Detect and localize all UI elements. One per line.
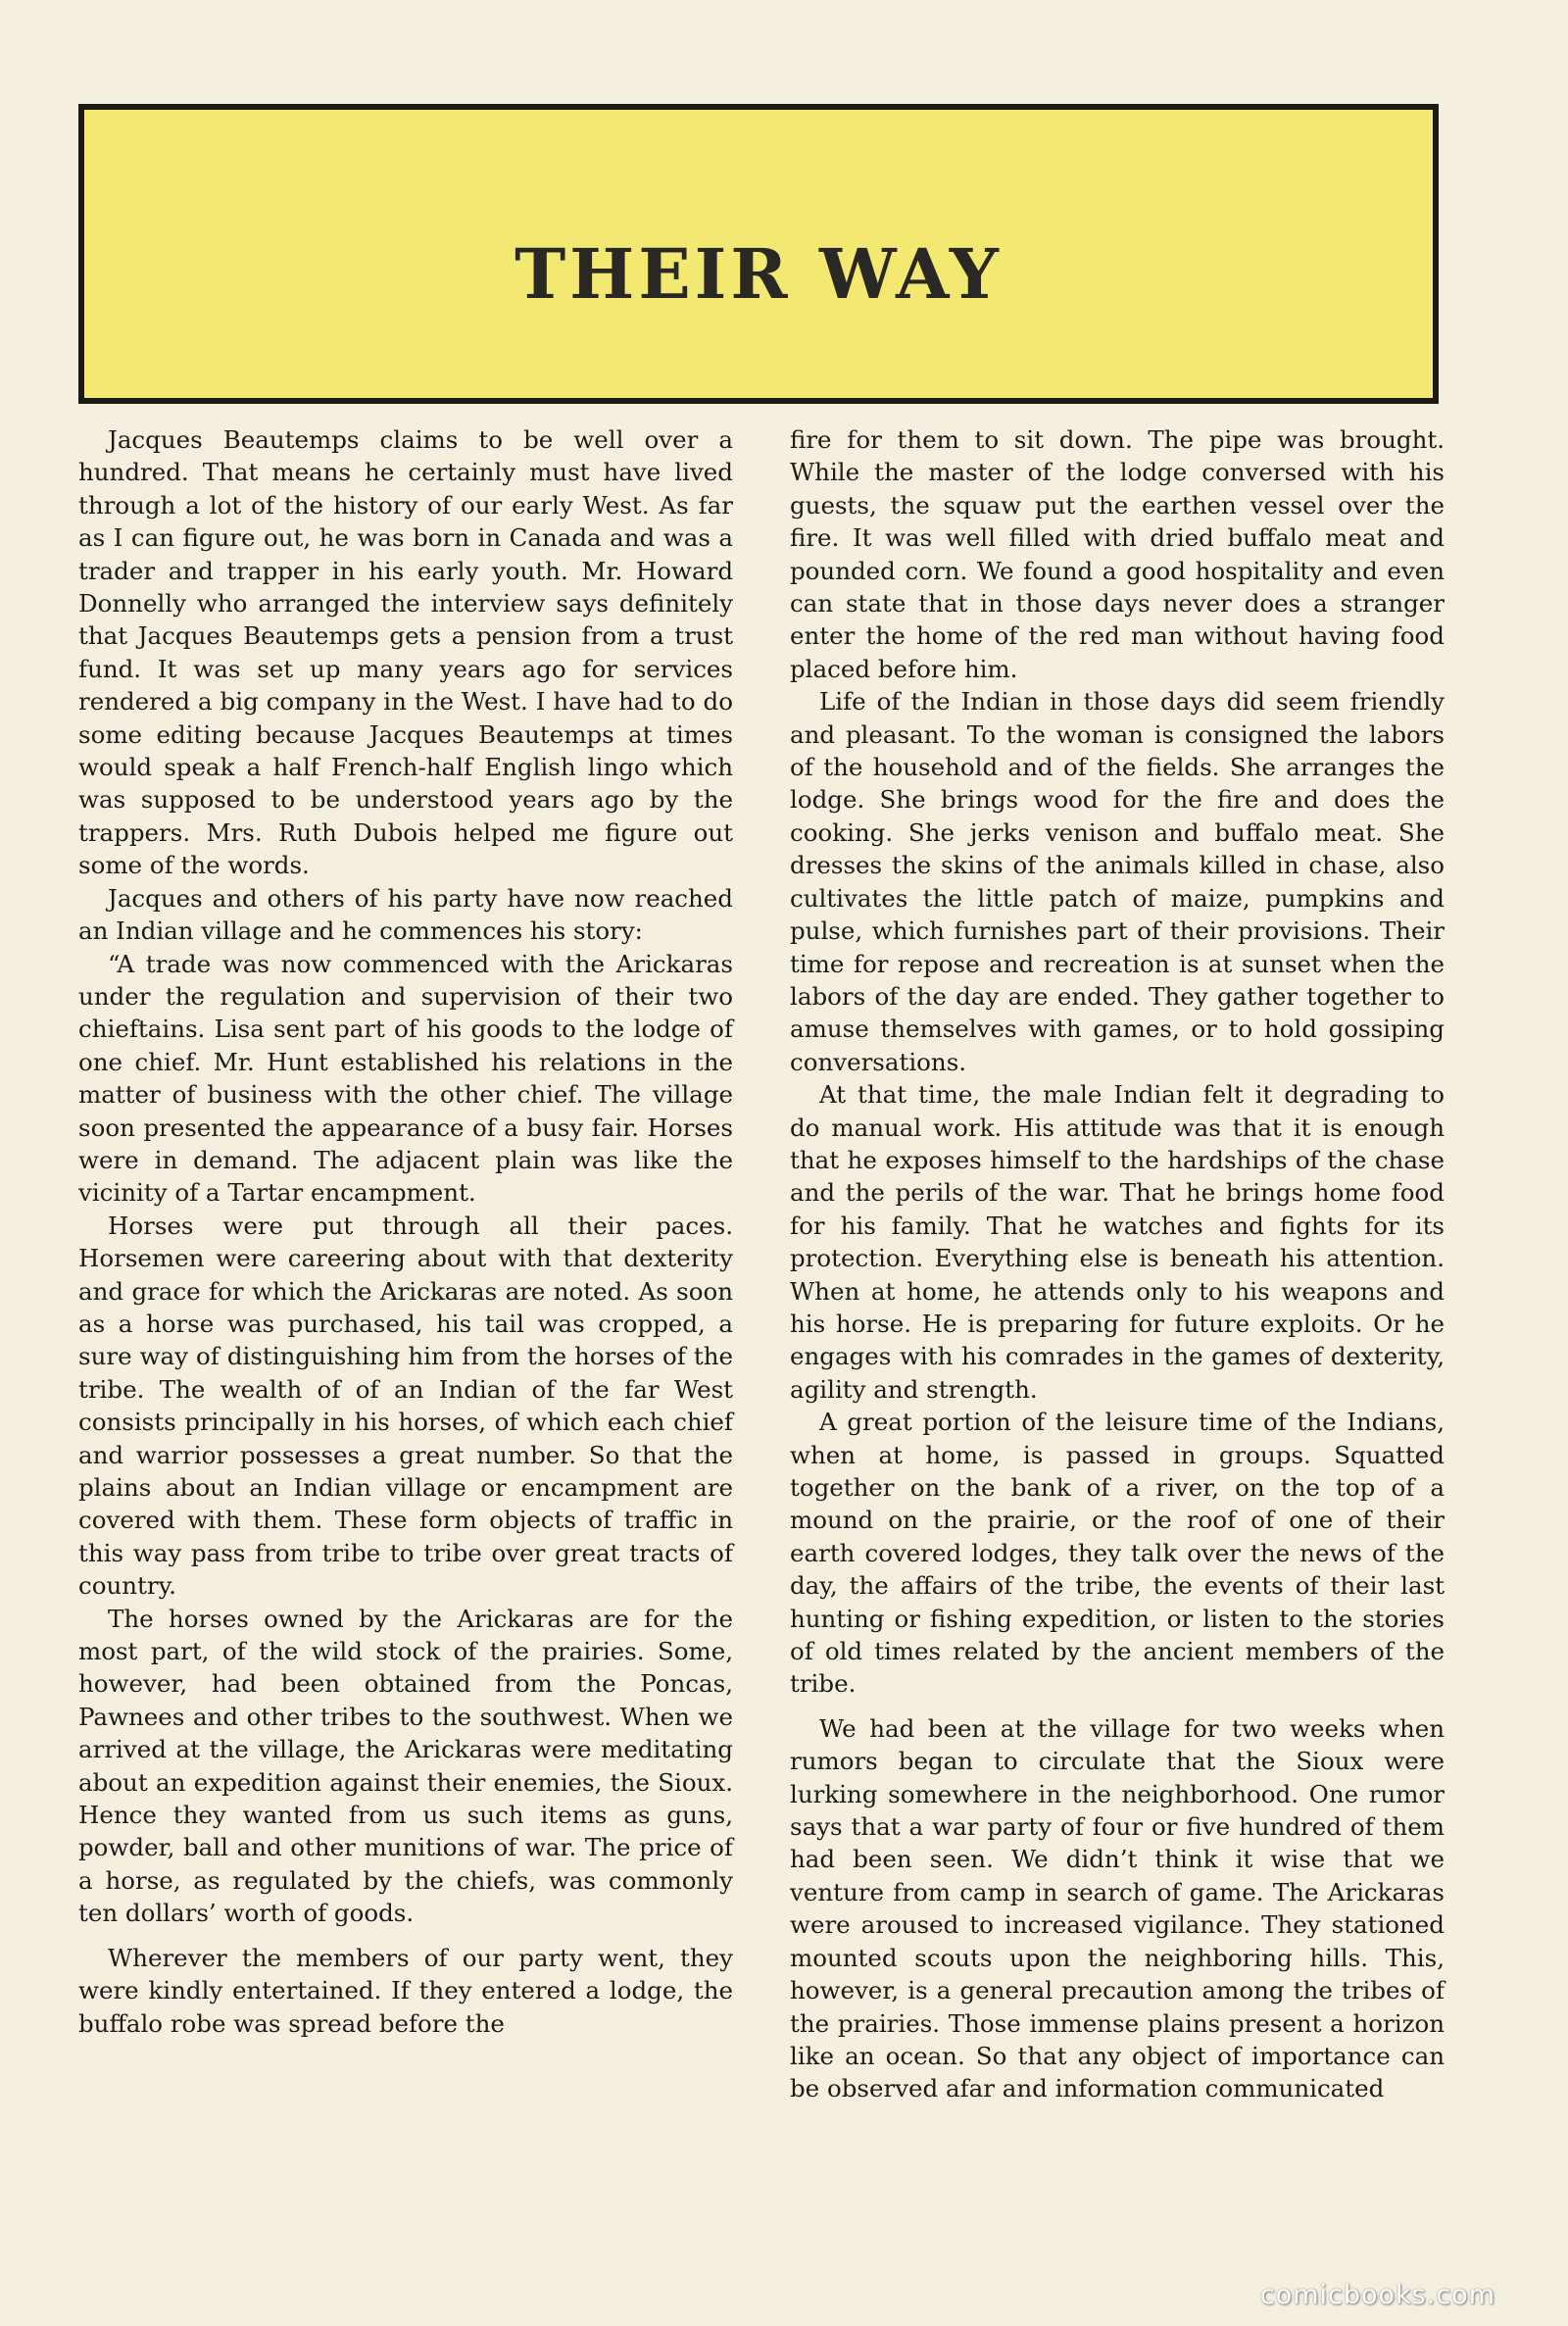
paragraph: The horses owned by the Arickaras are for the most part, of the wild stock of the prairies. Some, however, had been obtained from the Poncas, Pawnees and other tribes to the southwest. When we arrived at the village, the Arickaras were meditating about an expedition against their enemies, the Sioux. Hence they wanted from us such items as guns, powder, ball and other munitions of war. The price of a horse, as regulated by the chiefs, was commonly ten dollars’ worth of goods. <box>78 1604 733 1928</box>
paragraph: At that time, the male Indian felt it degrading to do manual work. His attitude was that it is enough that he exposes himself to the hardships of the chase and the perils of the war. That he brings home food for his family. That he watches and fights for its protection. Everything else is beneath his attention. When at home, he attends only to his weapons and his horse. He is preparing for future exploits. Or he engages with his comrades in the games of dexterity, agility and strength. <box>790 1080 1445 1404</box>
paragraph: “A trade was now commenced with the Arickaras under the regulation and supervision of their two chieftains. Lisa sent part of his goods to the lodge of one chief. Mr. Hunt established his relations in the matter of business with the other chief. The village soon presented the appearance of a busy fair. Horses were in demand. The adjacent plain was like the vicinity of a Tartar encampment. <box>78 949 733 1208</box>
page-title: THEIR WAY <box>514 232 1003 315</box>
left-column <box>78 423 733 2040</box>
paragraph: We had been at the village for two weeks when rumors began to circulate that the Sioux were lurking somewhere in the neighborhood. One rumor says that a war party of four or five hundred of them had been seen. We didn’t think it wise that we venture from camp in search of game. The Arickaras were aroused to increased vigilance. They stationed mounted scouts upon the neighboring hills. This, however, is a general precaution among the tribes of the prairies. Those immense plains present a horizon like an ocean. So that any object of importance can be observed afar and information communicated <box>790 1713 1445 2103</box>
paragraph: A great portion of the leisure time of the Indians, when at home, is passed in groups. Squatted together on the bank of a river, on the top of a mound on the prairie, or the roof of one of their earth covered lodges, they talk over the news of the day, the affairs of the tribe, the events of their last hunting or fishing expedition, or listen to the stories of old times related by the ancient members of the tribe. <box>790 1408 1445 1699</box>
title-banner <box>78 104 1439 404</box>
site-watermark: comicbooks.com <box>1259 2280 1495 2310</box>
paragraph: Jacques and others of his party have now reached an Indian village and he commences his story: <box>78 883 733 946</box>
paragraph: Wherever the members of our party went, they were kindly entertained. If they entered a lodge, the buffalo robe was spread before the <box>78 1943 733 2038</box>
paragraph: fire for them to sit down. The pipe was brought. While the master of the lodge conversed with his guests, the squaw put the earthen vessel over the fire. It was well filled with dried buffalo meat and pounded corn. We found a good hospitality and even can state that in those days never does a stranger enter the home of the red man without having food placed before him. <box>790 425 1445 683</box>
paragraph: Life of the Indian in those days did seem friendly and pleasant. To the woman is consigned the labors of the household and of the fields. She arranges the lodge. She brings wood for the fire and does the cooking. She jerks venison and buffalo meat. She dresses the skins of the animals killed in chase, also cultivates the little patch of maize, pumpkins and pulse, which furnishes part of their provisions. Their time for repose and recreation is at sunset when the labors of the day are ended. They gather together to amuse themselves with games, or to hold gossiping conversations. <box>790 687 1445 1076</box>
right-column <box>790 423 1445 2105</box>
paragraph: Horses were put through all their paces. Horsemen were careering about with that dexterity and grace for which the Arickaras are noted. As soon as a horse was purchased, his tail was cropped, a sure way of distinguishing him from the horses of the tribe. The wealth of of an Indian of the far West consists principally in his horses, of which each chief and warrior possesses a great number. So that the plains about an Indian village or encampment are covered with them. These form objects of traffic in this way pass from tribe to tribe over great tracts of country. <box>78 1211 733 1601</box>
paragraph: Jacques Beautemps claims to be well over a hundred. That means he certainly must have lived through a lot of the history of our early West. As far as I can figure out, he was born in Canada and was a trader and trapper in his early youth. Mr. Howard Donnelly who arranged the interview says definitely that Jacques Beautemps gets a pension from a trust fund. It was set up many years ago for services rendered a big company in the West. I have had to do some editing because Jacques Beautemps at times would speak a half French-half English lingo which was supposed to be understood years ago by the trappers. Mrs. Ruth Dubois helped me figure out some of the words. <box>78 425 733 880</box>
